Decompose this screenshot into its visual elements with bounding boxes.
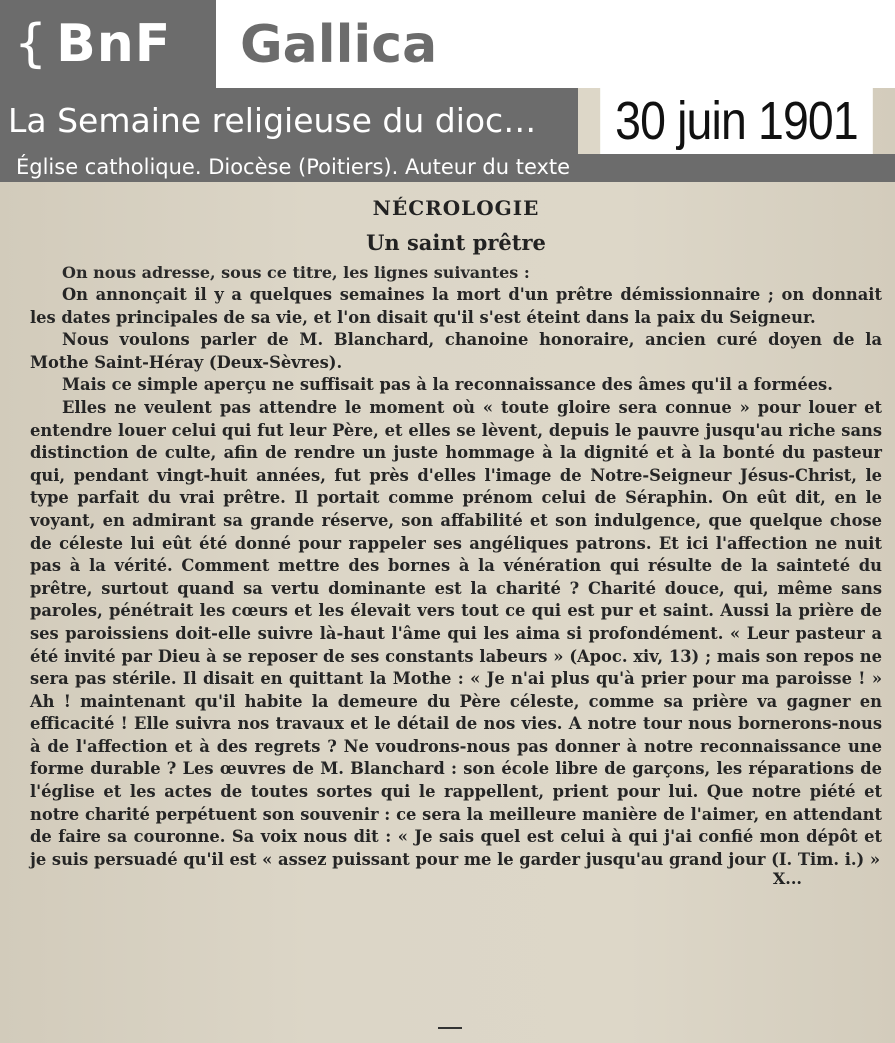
- article: [30, 190, 882, 889]
- publication-date: 30 juin 1901: [600, 88, 873, 154]
- section-heading: NÉCROLOGIE: [372, 196, 540, 220]
- end-rule: [438, 1027, 462, 1029]
- bnf-label: BnF: [56, 14, 172, 74]
- publication-title: La Semaine religieuse du dioc…: [0, 88, 578, 154]
- paragraph: Nous voulons parler de M. Blanchard, chanoine honoraire, ancien curé doyen de la Mothe Saint-Héray (Deux-Sèvres).: [30, 330, 882, 372]
- paragraph: Elles ne veulent pas attendre le moment où « toute gloire sera connue » pour louer et entendre louer celui qui fut leur Père, et elles se lèvent, depuis le pauvre jusqu'au riche sans distinction de culte, afin de rendre un juste hommage à la dignité et à la bonté du pasteur qui, pendant vingt-huit années, fut près d'elles l'image de Notre-Seigneur Jésus-Christ, le type parfait du vrai prêtre. Il portait comme prénom celui de Séraphin. On eût dit, en le voyant, en admirant sa grande réserve, son affabilité et son indulgence, que quelque chose de céleste lui eût été donné pour rappeler ses angéliques patrons. Et ici l'affection ne nuit pas à la vérité. Comment mettre des bornes à la vénération qui résulte de la sainteté du prêtre, surtout quand sa vertu dominante est la charité ? Charité douce, qui, même sans paroles, pénétrait les cœurs et les élevait vers tout ce qui est pur et saint. Aussi la prière de ses paroissiens doit-elle suivre là-haut l'âme qui les aima si profondément. « Leur pasteur a été invité par Dieu à se reposer de ses constants labeurs » (Apoc. xiv, 13) ; mais son repos ne sera pas stérile. Il disait en quittant la Mothe : « Je n'ai plus qu'à prier pour ma paroisse ! » Ah ! maintenant qu'il habite la demeure du Père céleste, comme sa prière va gagner en efficacité ! Elle suivra nos travaux et le détail de nos vies. A notre tour nous bornerons-nous à de l'affection et à des regrets ? Ne voudrons-nous pas donner à notre reconnaissance une forme durable ? Les œuvres de M. Blanchard : son école libre de garçons, les réparations de l'église et les actes de toutes sortes qui le rappellent, prient pour lui. Que notre piété et notre charité perpétuent son souvenir : ce sera la meilleure manière de l'aimer, en attendant de faire sa couronne. Sa voix nous dit : « Je sais quel est celui à qui j'ai confié mon dépôt et je suis persuadé qu'il est « assez puissant pour me le garder jusqu'au grand jour (I. Tim. i.) »: [30, 397, 882, 869]
- gallica-label: Gallica: [240, 15, 438, 75]
- bnf-logo[interactable]: [0, 0, 216, 88]
- gallica-logo[interactable]: [216, 0, 895, 88]
- article-intro: On nous adresse, sous ce titre, les lignes suivantes :: [62, 263, 530, 282]
- article-title: Un saint prêtre: [366, 230, 546, 255]
- bnf-brace: {: [14, 14, 49, 74]
- paragraph: Mais ce simple aperçu ne suffisait pas à la reconnaissance des âmes qu'il a formées.: [62, 375, 833, 395]
- publication-author: Église catholique. Diocèse (Poitiers). Auteur du texte: [0, 154, 895, 182]
- article-signature: X...: [772, 869, 802, 889]
- paragraph: On annonçait il y a quelques semaines la mort d'un prêtre démissionnaire ; on donnait les dates principales de sa vie, et l'on disait qu'il s'est éteint dans la paix du Seigneur.: [30, 285, 882, 327]
